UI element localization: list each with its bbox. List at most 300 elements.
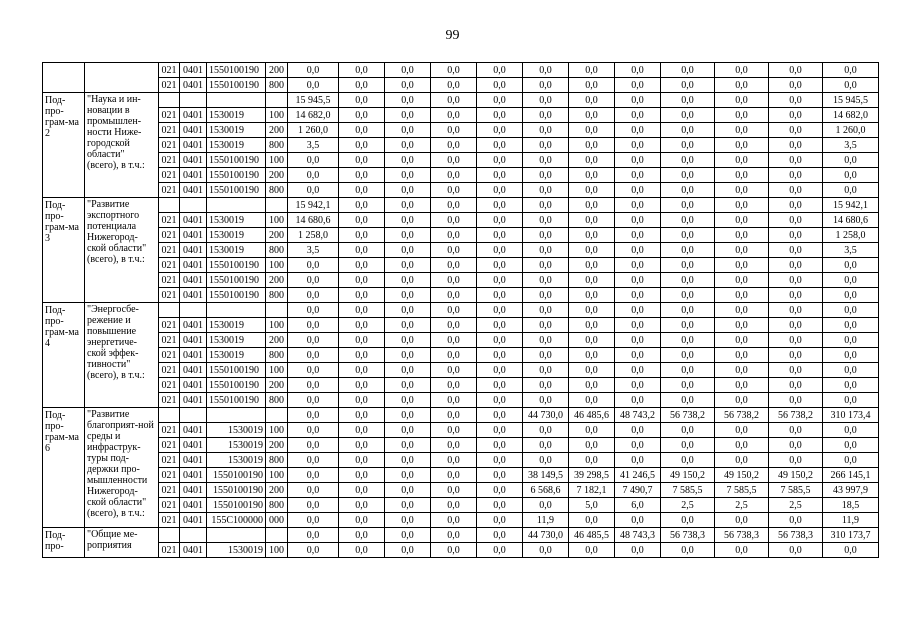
value-cell: 0,0 xyxy=(477,288,523,303)
value-cell: 0,0 xyxy=(339,423,385,438)
expense-type-cell: 200 xyxy=(266,483,288,498)
value-cell: 0,0 xyxy=(769,513,823,528)
target-item-cell: 1530019 xyxy=(207,318,266,333)
value-cell: 0,0 xyxy=(288,273,339,288)
expense-type-cell xyxy=(266,528,288,543)
expense-type-cell: 100 xyxy=(266,423,288,438)
table-row xyxy=(43,138,879,153)
value-cell: 0,0 xyxy=(523,318,569,333)
page-number: 99 xyxy=(445,28,460,43)
value-cell: 0,0 xyxy=(477,513,523,528)
value-cell: 0,0 xyxy=(769,423,823,438)
table-row xyxy=(43,483,879,498)
value-cell: 0,0 xyxy=(339,168,385,183)
expense-type-cell: 800 xyxy=(266,78,288,93)
section-cell: 0401 xyxy=(180,258,207,273)
value-cell: 0,0 xyxy=(431,543,477,558)
table-row xyxy=(43,78,879,93)
value-cell: 0,0 xyxy=(339,498,385,513)
value-cell: 0,0 xyxy=(523,333,569,348)
target-item-cell: 1550100190 xyxy=(207,468,266,483)
target-item-cell: 1550100190 xyxy=(207,183,266,198)
expense-type-cell: 100 xyxy=(266,543,288,558)
value-cell: 0,0 xyxy=(431,288,477,303)
total-cell: 0,0 xyxy=(823,63,879,78)
value-cell: 0,0 xyxy=(523,93,569,108)
value-cell: 0,0 xyxy=(431,378,477,393)
value-cell: 0,0 xyxy=(523,453,569,468)
value-cell: 0,0 xyxy=(477,438,523,453)
expense-type-cell: 800 xyxy=(266,183,288,198)
value-cell: 0,0 xyxy=(339,378,385,393)
target-item-cell: 1530019 xyxy=(207,123,266,138)
value-cell: 0,0 xyxy=(431,363,477,378)
value-cell: 0,0 xyxy=(288,423,339,438)
value-cell: 0,0 xyxy=(615,273,661,288)
value-cell: 0,0 xyxy=(769,93,823,108)
value-cell: 0,0 xyxy=(715,363,769,378)
section-cell: 0401 xyxy=(180,498,207,513)
value-cell: 0,0 xyxy=(431,393,477,408)
expense-type-cell xyxy=(266,303,288,318)
section-cell: 0401 xyxy=(180,153,207,168)
value-cell: 0,0 xyxy=(615,378,661,393)
grbs-cell: 021 xyxy=(159,333,180,348)
value-cell: 0,0 xyxy=(715,198,769,213)
value-cell: 0,0 xyxy=(715,453,769,468)
total-cell: 0,0 xyxy=(823,543,879,558)
table-row xyxy=(43,333,879,348)
value-cell: 0,0 xyxy=(615,453,661,468)
value-cell: 0,0 xyxy=(523,63,569,78)
value-cell: 0,0 xyxy=(288,393,339,408)
section-cell xyxy=(180,198,207,213)
value-cell: 0,0 xyxy=(615,303,661,318)
value-cell: 0,0 xyxy=(769,348,823,363)
value-cell: 0,0 xyxy=(715,258,769,273)
section-cell: 0401 xyxy=(180,228,207,243)
expense-type-cell: 200 xyxy=(266,378,288,393)
value-cell: 7 490,7 xyxy=(615,483,661,498)
total-cell: 0,0 xyxy=(823,318,879,333)
value-cell: 0,0 xyxy=(569,243,615,258)
value-cell: 11,9 xyxy=(523,513,569,528)
value-cell: 0,0 xyxy=(661,243,715,258)
table-row xyxy=(43,213,879,228)
value-cell: 0,0 xyxy=(715,333,769,348)
value-cell: 0,0 xyxy=(477,213,523,228)
value-cell: 0,0 xyxy=(523,123,569,138)
value-cell: 0,0 xyxy=(615,243,661,258)
value-cell: 0,0 xyxy=(477,408,523,423)
value-cell: 0,0 xyxy=(661,168,715,183)
value-cell: 15 945,5 xyxy=(288,93,339,108)
value-cell: 0,0 xyxy=(523,273,569,288)
value-cell: 0,0 xyxy=(431,183,477,198)
total-cell: 3,5 xyxy=(823,138,879,153)
value-cell: 0,0 xyxy=(661,303,715,318)
value-cell: 0,0 xyxy=(715,228,769,243)
value-cell: 0,0 xyxy=(385,258,431,273)
value-cell: 56 738,2 xyxy=(769,408,823,423)
table-row xyxy=(43,198,879,213)
expense-type-cell: 800 xyxy=(266,453,288,468)
section-cell: 0401 xyxy=(180,63,207,78)
value-cell: 0,0 xyxy=(288,438,339,453)
table-row xyxy=(43,393,879,408)
target-item-cell: 1550100190 xyxy=(207,363,266,378)
section-cell: 0401 xyxy=(180,288,207,303)
total-cell: 15 945,5 xyxy=(823,93,879,108)
expense-type-cell xyxy=(266,93,288,108)
grbs-cell: 021 xyxy=(159,63,180,78)
target-item-cell xyxy=(207,93,266,108)
value-cell: 0,0 xyxy=(769,153,823,168)
value-cell: 0,0 xyxy=(661,213,715,228)
value-cell: 0,0 xyxy=(385,198,431,213)
value-cell: 0,0 xyxy=(569,213,615,228)
value-cell: 0,0 xyxy=(477,258,523,273)
subprogram-label: Под-про-грам-ма 4 xyxy=(43,303,85,408)
value-cell: 0,0 xyxy=(769,393,823,408)
expense-type-cell: 800 xyxy=(266,348,288,363)
value-cell: 0,0 xyxy=(769,438,823,453)
value-cell: 0,0 xyxy=(477,333,523,348)
value-cell: 0,0 xyxy=(431,93,477,108)
section-cell: 0401 xyxy=(180,363,207,378)
expense-type-cell: 200 xyxy=(266,228,288,243)
table-row xyxy=(43,168,879,183)
value-cell: 0,0 xyxy=(715,438,769,453)
subprogram-label: Под-про-грам-ма 6 xyxy=(43,408,85,528)
value-cell: 0,0 xyxy=(431,213,477,228)
subprogram-label: Под-про-грам-ма 2 xyxy=(43,93,85,198)
table-row xyxy=(43,363,879,378)
value-cell: 0,0 xyxy=(385,453,431,468)
grbs-cell: 021 xyxy=(159,108,180,123)
value-cell: 0,0 xyxy=(339,213,385,228)
value-cell: 0,0 xyxy=(288,468,339,483)
value-cell: 0,0 xyxy=(769,273,823,288)
value-cell: 0,0 xyxy=(615,423,661,438)
value-cell: 14 680,6 xyxy=(288,213,339,228)
grbs-cell xyxy=(159,93,180,108)
grbs-cell: 021 xyxy=(159,393,180,408)
value-cell: 0,0 xyxy=(477,198,523,213)
value-cell: 0,0 xyxy=(339,438,385,453)
value-cell: 0,0 xyxy=(769,258,823,273)
value-cell: 7 182,1 xyxy=(569,483,615,498)
value-cell: 0,0 xyxy=(569,138,615,153)
total-cell: 18,5 xyxy=(823,498,879,513)
total-cell: 14 682,0 xyxy=(823,108,879,123)
subprogram-name: "Наука и ин-новации в промышлен-ности Ниже-городской области" (всего), в т.ч.: xyxy=(85,93,159,198)
total-cell: 0,0 xyxy=(823,438,879,453)
subprogram-name: "Развитие благоприят-ной среды и инфраструк-туры под-держки про-мышленности Нижегород-ской области" (всего), в т.ч.: xyxy=(85,408,159,528)
value-cell: 0,0 xyxy=(715,378,769,393)
value-cell: 0,0 xyxy=(477,303,523,318)
value-cell: 0,0 xyxy=(569,318,615,333)
section-cell: 0401 xyxy=(180,378,207,393)
value-cell: 0,0 xyxy=(288,63,339,78)
target-item-cell xyxy=(207,528,266,543)
value-cell: 0,0 xyxy=(615,138,661,153)
table-row xyxy=(43,438,879,453)
value-cell: 0,0 xyxy=(431,408,477,423)
value-cell: 0,0 xyxy=(615,288,661,303)
grbs-cell: 021 xyxy=(159,138,180,153)
value-cell: 49 150,2 xyxy=(715,468,769,483)
value-cell: 0,0 xyxy=(385,318,431,333)
value-cell: 0,0 xyxy=(339,453,385,468)
value-cell: 0,0 xyxy=(477,528,523,543)
grbs-cell: 021 xyxy=(159,153,180,168)
value-cell: 0,0 xyxy=(569,288,615,303)
value-cell: 0,0 xyxy=(661,348,715,363)
target-item-cell: 1530019 xyxy=(207,108,266,123)
value-cell: 0,0 xyxy=(385,288,431,303)
value-cell: 0,0 xyxy=(385,168,431,183)
total-cell: 266 145,1 xyxy=(823,468,879,483)
value-cell: 0,0 xyxy=(431,198,477,213)
value-cell: 44 730,0 xyxy=(523,528,569,543)
grbs-cell: 021 xyxy=(159,243,180,258)
value-cell: 0,0 xyxy=(661,228,715,243)
target-item-cell xyxy=(207,198,266,213)
total-cell: 0,0 xyxy=(823,303,879,318)
section-cell xyxy=(180,93,207,108)
value-cell: 0,0 xyxy=(339,513,385,528)
value-cell: 0,0 xyxy=(769,63,823,78)
value-cell: 0,0 xyxy=(385,63,431,78)
value-cell: 0,0 xyxy=(339,483,385,498)
value-cell: 0,0 xyxy=(769,318,823,333)
value-cell: 0,0 xyxy=(288,528,339,543)
grbs-cell xyxy=(159,528,180,543)
value-cell: 0,0 xyxy=(715,213,769,228)
value-cell: 0,0 xyxy=(615,438,661,453)
value-cell: 0,0 xyxy=(661,63,715,78)
section-cell: 0401 xyxy=(180,453,207,468)
section-cell: 0401 xyxy=(180,483,207,498)
target-item-cell: 1550100190 xyxy=(207,153,266,168)
value-cell: 0,0 xyxy=(288,333,339,348)
table-row xyxy=(43,348,879,363)
table-row xyxy=(43,153,879,168)
table-row xyxy=(43,288,879,303)
value-cell: 0,0 xyxy=(661,258,715,273)
value-cell: 0,0 xyxy=(715,273,769,288)
value-cell: 0,0 xyxy=(339,78,385,93)
value-cell: 46 485,5 xyxy=(569,528,615,543)
expense-type-cell: 800 xyxy=(266,393,288,408)
value-cell: 0,0 xyxy=(477,348,523,363)
value-cell: 0,0 xyxy=(339,468,385,483)
expense-type-cell: 100 xyxy=(266,318,288,333)
target-item-cell: 1530019 xyxy=(207,453,266,468)
value-cell: 0,0 xyxy=(523,288,569,303)
value-cell: 0,0 xyxy=(715,63,769,78)
value-cell: 0,0 xyxy=(769,333,823,348)
value-cell: 0,0 xyxy=(477,63,523,78)
value-cell: 7 585,5 xyxy=(769,483,823,498)
value-cell: 0,0 xyxy=(661,513,715,528)
expense-type-cell: 200 xyxy=(266,168,288,183)
value-cell: 56 738,3 xyxy=(715,528,769,543)
grbs-cell: 021 xyxy=(159,483,180,498)
value-cell: 0,0 xyxy=(339,408,385,423)
value-cell: 0,0 xyxy=(715,393,769,408)
value-cell: 0,0 xyxy=(523,78,569,93)
value-cell: 56 738,2 xyxy=(661,408,715,423)
value-cell: 0,0 xyxy=(661,273,715,288)
value-cell: 0,0 xyxy=(523,348,569,363)
target-item-cell: 1550100190 xyxy=(207,288,266,303)
expense-type-cell: 200 xyxy=(266,273,288,288)
value-cell: 0,0 xyxy=(431,468,477,483)
value-cell: 0,0 xyxy=(769,213,823,228)
value-cell: 0,0 xyxy=(288,543,339,558)
value-cell: 44 730,0 xyxy=(523,408,569,423)
value-cell: 0,0 xyxy=(769,303,823,318)
table-row xyxy=(43,243,879,258)
value-cell: 0,0 xyxy=(385,228,431,243)
value-cell: 0,0 xyxy=(288,513,339,528)
value-cell: 46 485,6 xyxy=(569,408,615,423)
target-item-cell: 155С100000 xyxy=(207,513,266,528)
grbs-cell: 021 xyxy=(159,468,180,483)
value-cell: 0,0 xyxy=(431,63,477,78)
value-cell: 0,0 xyxy=(769,543,823,558)
subprogram-name xyxy=(85,63,159,93)
value-cell: 0,0 xyxy=(288,153,339,168)
value-cell: 0,0 xyxy=(339,348,385,363)
value-cell: 0,0 xyxy=(523,198,569,213)
table-row xyxy=(43,228,879,243)
total-cell: 43 997,9 xyxy=(823,483,879,498)
target-item-cell xyxy=(207,408,266,423)
value-cell: 0,0 xyxy=(569,303,615,318)
value-cell: 0,0 xyxy=(569,108,615,123)
value-cell: 49 150,2 xyxy=(769,468,823,483)
value-cell: 0,0 xyxy=(715,123,769,138)
value-cell: 0,0 xyxy=(385,243,431,258)
value-cell: 56 738,2 xyxy=(715,408,769,423)
value-cell: 0,0 xyxy=(339,93,385,108)
value-cell: 0,0 xyxy=(615,318,661,333)
value-cell: 0,0 xyxy=(661,393,715,408)
value-cell: 0,0 xyxy=(431,438,477,453)
value-cell: 0,0 xyxy=(715,153,769,168)
value-cell: 0,0 xyxy=(523,228,569,243)
value-cell: 0,0 xyxy=(339,528,385,543)
subprogram-name: "Энергосбе-режение и повышение энергетиче-ской эффек-тивности" (всего), в т.ч.: xyxy=(85,303,159,408)
value-cell: 0,0 xyxy=(385,183,431,198)
value-cell: 0,0 xyxy=(523,258,569,273)
value-cell: 0,0 xyxy=(615,168,661,183)
value-cell: 0,0 xyxy=(523,243,569,258)
value-cell: 0,0 xyxy=(661,453,715,468)
value-cell: 0,0 xyxy=(339,393,385,408)
target-item-cell: 1550100190 xyxy=(207,393,266,408)
value-cell: 0,0 xyxy=(661,363,715,378)
value-cell: 41 246,5 xyxy=(615,468,661,483)
budget-table xyxy=(42,62,879,558)
value-cell: 0,0 xyxy=(569,183,615,198)
value-cell: 0,0 xyxy=(339,153,385,168)
section-cell: 0401 xyxy=(180,393,207,408)
value-cell: 0,0 xyxy=(385,378,431,393)
table-row xyxy=(43,318,879,333)
value-cell: 0,0 xyxy=(523,363,569,378)
table-row xyxy=(43,453,879,468)
value-cell: 0,0 xyxy=(339,288,385,303)
value-cell: 0,0 xyxy=(288,408,339,423)
expense-type-cell: 800 xyxy=(266,138,288,153)
value-cell: 0,0 xyxy=(715,108,769,123)
total-cell: 0,0 xyxy=(823,378,879,393)
value-cell: 0,0 xyxy=(477,108,523,123)
value-cell: 0,0 xyxy=(385,273,431,288)
value-cell: 0,0 xyxy=(769,243,823,258)
value-cell: 0,0 xyxy=(477,78,523,93)
value-cell: 0,0 xyxy=(431,348,477,363)
table-row xyxy=(43,423,879,438)
value-cell: 6 568,6 xyxy=(523,483,569,498)
value-cell: 0,0 xyxy=(661,378,715,393)
value-cell: 0,0 xyxy=(661,183,715,198)
value-cell: 0,0 xyxy=(385,363,431,378)
value-cell: 0,0 xyxy=(661,288,715,303)
section-cell: 0401 xyxy=(180,213,207,228)
value-cell: 0,0 xyxy=(477,228,523,243)
value-cell: 0,0 xyxy=(431,168,477,183)
grbs-cell: 021 xyxy=(159,318,180,333)
value-cell: 0,0 xyxy=(385,213,431,228)
grbs-cell xyxy=(159,198,180,213)
value-cell: 0,0 xyxy=(615,93,661,108)
subprogram-label: Под-про- xyxy=(43,528,85,558)
value-cell: 0,0 xyxy=(385,93,431,108)
value-cell: 0,0 xyxy=(477,123,523,138)
value-cell: 49 150,2 xyxy=(661,468,715,483)
value-cell: 0,0 xyxy=(385,423,431,438)
total-cell: 15 942,1 xyxy=(823,198,879,213)
value-cell: 0,0 xyxy=(477,393,523,408)
value-cell: 0,0 xyxy=(477,378,523,393)
value-cell: 7 585,5 xyxy=(715,483,769,498)
value-cell: 0,0 xyxy=(523,183,569,198)
value-cell: 0,0 xyxy=(288,258,339,273)
total-cell: 0,0 xyxy=(823,78,879,93)
value-cell: 0,0 xyxy=(385,543,431,558)
section-cell: 0401 xyxy=(180,543,207,558)
value-cell: 0,0 xyxy=(288,483,339,498)
target-item-cell: 1550100190 xyxy=(207,78,266,93)
value-cell: 48 743,2 xyxy=(615,408,661,423)
value-cell: 0,0 xyxy=(715,423,769,438)
value-cell: 0,0 xyxy=(661,123,715,138)
expense-type-cell: 200 xyxy=(266,333,288,348)
target-item-cell: 1530019 xyxy=(207,423,266,438)
value-cell: 1 258,0 xyxy=(288,228,339,243)
value-cell: 0,0 xyxy=(661,93,715,108)
value-cell: 48 743,3 xyxy=(615,528,661,543)
value-cell: 0,0 xyxy=(523,153,569,168)
value-cell: 0,0 xyxy=(569,63,615,78)
value-cell: 0,0 xyxy=(385,528,431,543)
value-cell: 0,0 xyxy=(385,408,431,423)
